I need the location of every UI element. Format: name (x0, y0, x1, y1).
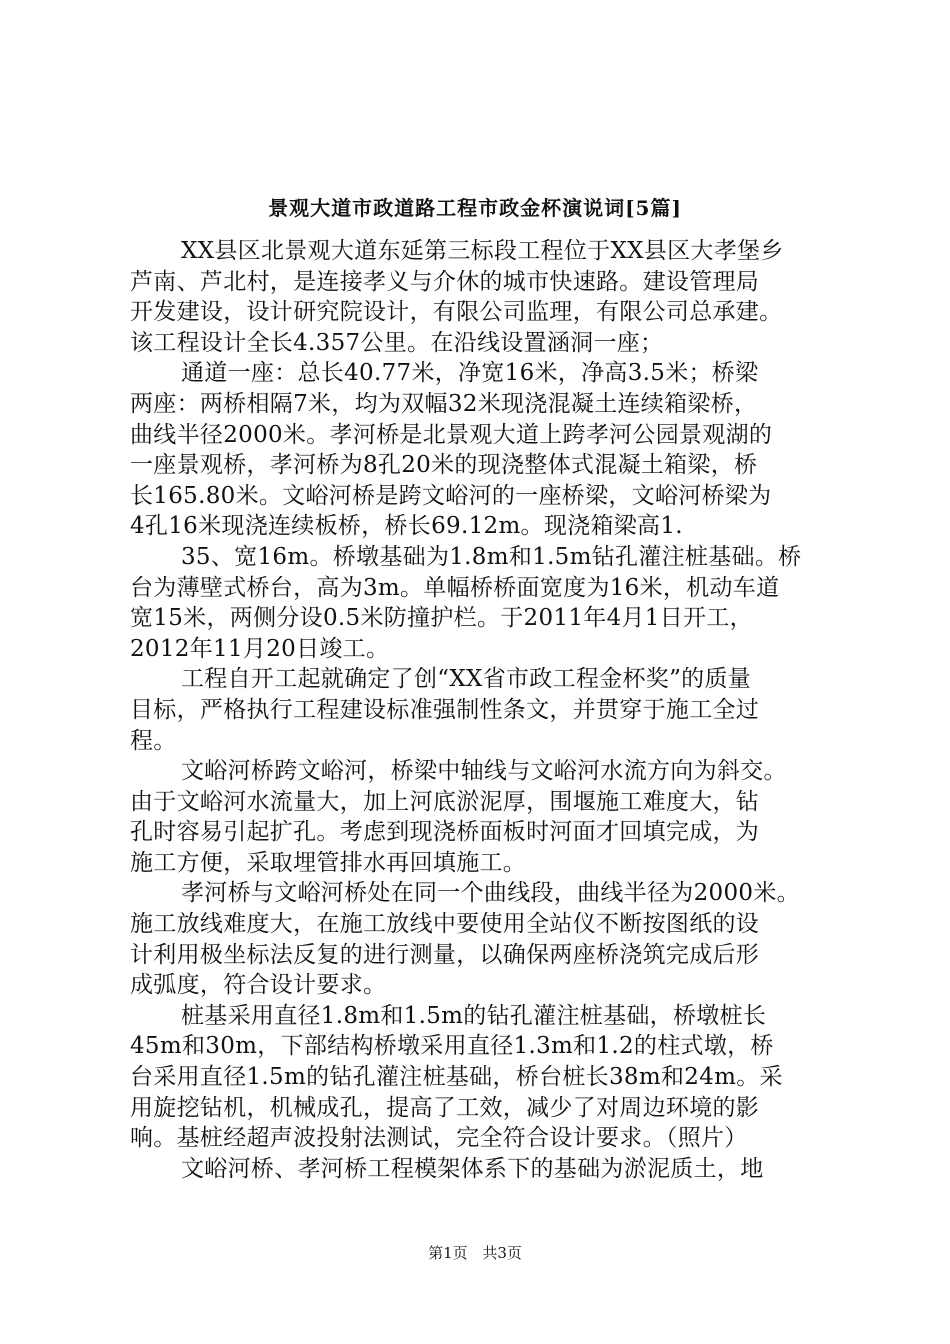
page-number: 第1页 (428, 1244, 468, 1262)
text-line: 35、宽16m。桥墩基础为1.8m和1.5m钻孔灌注桩基础。桥 (181, 543, 802, 570)
text-line: 开发建设，设计研究院设计，有限公司监理，有限公司总承建。 (130, 299, 783, 326)
text-line: 通道一座：总长40.77米，净宽16米，净高3.5米；桥梁 (181, 360, 759, 387)
text-line: 宽15米，两侧分设0.5米防撞护栏。于2011年4月1日开工， (130, 605, 753, 632)
text-line: 计利用极坐标法反复的进行测量，以确保两座桥浇筑完成后形 (130, 941, 760, 968)
document-title: 景观大道市政道路工程市政金杯演说词[5篇] (268, 196, 682, 220)
document-body (130, 236, 830, 1184)
text-line: 成弧度，符合设计要求。 (130, 972, 387, 999)
text-line: 响。基桩经超声波投射法测试，完全符合设计要求。（照片） (130, 1125, 748, 1152)
text-line: 4孔16米现浇连续板桥，桥长69.12m。现浇箱梁高1. (130, 513, 683, 540)
text-line: 台采用直径1.5m的钻孔灌注桩基础，桥台桩长38m和24m。采 (130, 1064, 783, 1091)
text-line: 文峪河桥跨文峪河，桥梁中轴线与文峪河水流方向为斜交。 (181, 758, 787, 785)
text-line: 一座景观桥，孝河桥为8孔20米的现浇整体式混凝土箱梁，桥 (130, 452, 758, 479)
text-line: 45m和30m，下部结构桥墩采用直径1.3m和1.2的柱式墩，桥 (130, 1033, 774, 1060)
page-total: 共3页 (482, 1244, 522, 1262)
text-line: XX县区北景观大道东延第三标段工程位于XX县区大孝堡乡 (181, 238, 784, 264)
text-line: 由于文峪河水流量大，加上河底淤泥厚，围堰施工难度大，钻 (130, 788, 760, 815)
page-footer (0, 1242, 950, 1264)
text-line: 程。 (130, 727, 177, 754)
text-line: 两座：两桥相隔7米，均为双幅32米现浇混凝土连续箱梁桥， (130, 390, 758, 417)
text-line: 曲线半径2000米。孝河桥是北景观大道上跨孝河公园景观湖的 (130, 421, 773, 448)
text-line: 施工放线难度大，在施工放线中要使用全站仪不断按图纸的设 (130, 911, 760, 938)
text-line: 2012年11月20日竣工。 (130, 635, 390, 662)
text-line: 施工方便，采取埋管排水再回填施工。 (130, 849, 527, 876)
text-line: 文峪河桥、孝河桥工程模架体系下的基础为淤泥质土，地 (181, 1155, 764, 1182)
text-line: 长165.80米。文峪河桥是跨文峪河的一座桥梁，文峪河桥梁为 (130, 482, 772, 509)
text-line: 孝河桥与文峪河桥处在同一个曲线段，曲线半径为2000米。 (181, 880, 800, 907)
text-line: 用旋挖钻机，机械成孔，提高了工效，减少了对周边环境的影 (130, 1094, 760, 1121)
text-line: 目标，严格执行工程建设标准强制性条文，并贯穿于施工全过 (130, 696, 760, 723)
text-line: 工程自开工起就确定了创“XX省市政工程金杯奖”的质量 (181, 666, 752, 693)
text-line: 桩基采用直径1.8m和1.5m的钻孔灌注桩基础，桥墩桩长 (181, 1002, 767, 1029)
text-line: 台为薄壁式桥台，高为3m。单幅桥桥面宽度为16米，机动车道 (130, 574, 780, 601)
text-line: 该工程设计全长4.357公里。在沿线设置涵洞一座； (130, 329, 664, 356)
text-line: 芦南、芦北村，是连接孝义与介休的城市快速路。建设管理局 (130, 268, 760, 295)
text-line: 孔时容易引起扩孔。考虑到现浇桥面板时河面才回填完成，为 (130, 819, 760, 846)
